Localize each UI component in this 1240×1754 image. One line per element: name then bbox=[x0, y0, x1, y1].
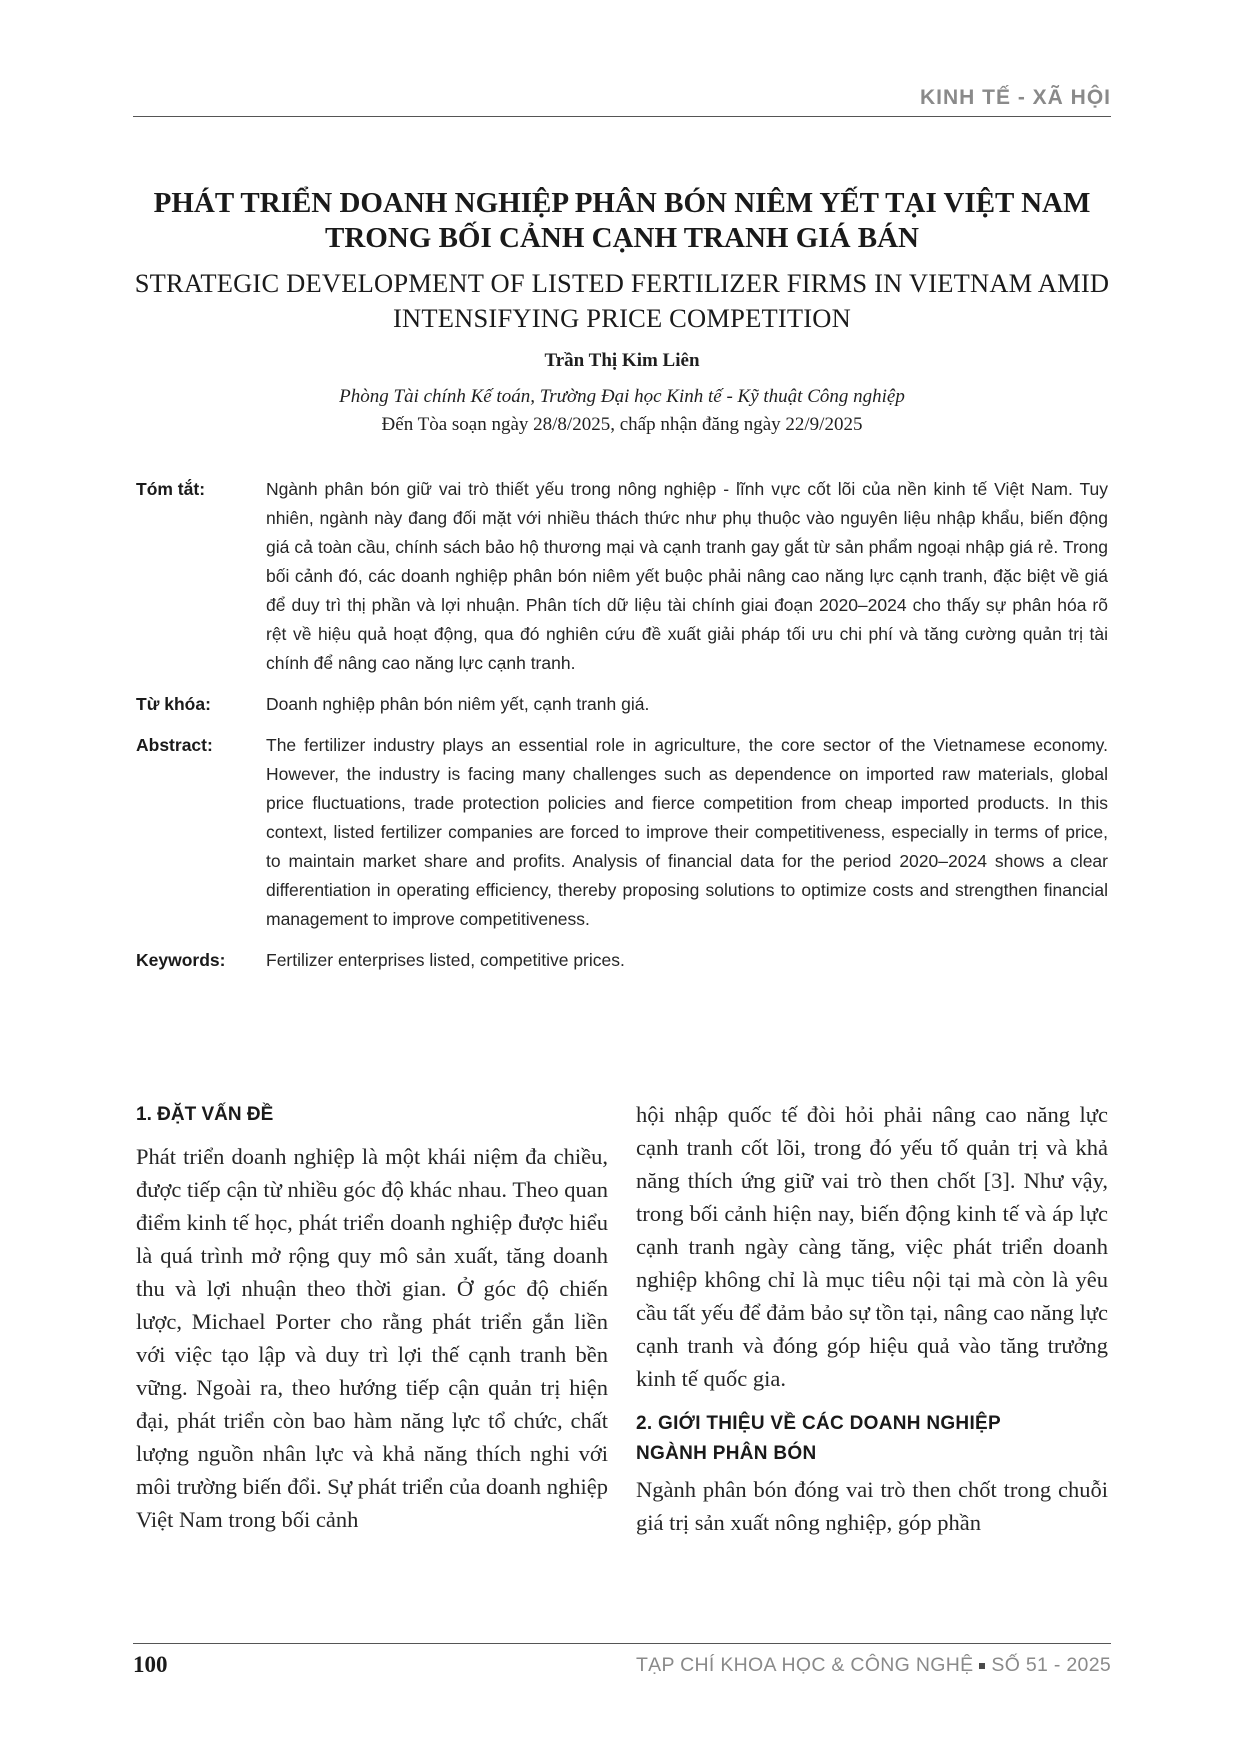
summary-label: Tóm tắt: bbox=[136, 479, 206, 499]
abstract-text: The fertilizer industry plays an essential role in agriculture, the core sector of the Vietnamese economy. However, the industry is facing many challenges such as dependence on imported raw materials, global price fluctuations, trade protection policies and fierce competition from cheap imported products. In this context, listed fertilizer companies are forced to improve their competitiveness, especially in terms of price, to maintain market share and profits. Analysis of financial data for the period 2020–2024 shows a clear differentiation in operating efficiency, thereby proposing solutions to optimize costs and strengthen financial management to improve competitiveness. bbox=[266, 735, 1108, 929]
section2-heading bbox=[636, 1409, 1108, 1469]
section2-heading-line1: 2. GIỚI THIỆU VỀ CÁC DOANH NGHIỆP bbox=[636, 1413, 1001, 1434]
abstract-label: Abstract: bbox=[136, 735, 213, 755]
separator-square-icon bbox=[979, 1663, 985, 1669]
title-en-line2: INTENSIFYING PRICE COMPETITION bbox=[393, 303, 851, 333]
left-column bbox=[136, 1100, 608, 1536]
title-vietnamese bbox=[133, 186, 1111, 256]
title-en-line1: STRATEGIC DEVELOPMENT OF LISTED FERTILIZER FIRMS IN VIETNAM AMID bbox=[134, 268, 1110, 298]
title-vn-line1: PHÁT TRIỂN DOANH NGHIỆP PHÂN BÓN NIÊM YẾT TẠI VIỆT NAM bbox=[153, 187, 1091, 219]
section2-heading-line2: NGÀNH PHÂN BÓN bbox=[636, 1443, 817, 1464]
keywords-en-label: Keywords: bbox=[136, 950, 226, 970]
keywords-vn-text: Doanh nghiệp phân bón niêm yết, cạnh tranh giá. bbox=[266, 694, 650, 714]
author-affiliation: Phòng Tài chính Kế toán, Trường Đại học Kinh tế - Kỹ thuật Công nghiệp bbox=[339, 386, 905, 407]
section1-paragraph-left: Phát triển doanh nghiệp là một khái niệm đa chiều, được tiếp cận từ nhiều góc độ khác nhau. Theo quan điểm kinh tế học, phát triển doanh nghiệp được hiểu là quá trình mở rộng quy mô sản xuất, tăng doanh thu và lợi nhuận theo thời gian. Ở góc độ chiến lược, Michael Porter cho rằng phát triển gắn liền với việc tạo lập và duy trì lợi thế cạnh tranh bền vững. Ngoài ra, theo hướng tiếp cận quản trị hiện đại, phát triển còn bao hàm năng lực tổ chức, chất lượng nguồn nhân lực và khả năng thích nghi với môi trường biến đổi. Sự phát triển của doanh nghiệp Việt Nam trong bối cảnh bbox=[136, 1144, 608, 1532]
running-header bbox=[133, 86, 1111, 117]
section1-heading: 1. ĐẶT VẤN ĐỀ bbox=[136, 1104, 274, 1125]
journal-info bbox=[636, 1654, 1111, 1677]
journal-name: TẠP CHÍ KHOA HỌC & CÔNG NGHỆ bbox=[635, 1654, 974, 1676]
section1-paragraph-right: hội nhập quốc tế đòi hỏi phải nâng cao năng lực cạnh tranh cốt lõi, trong đó yếu tố quản trị và khả năng thích ứng giữ vai trò then chốt [3]. Như vậy, trong bối cảnh hiện nay, biến động kinh tế và áp lực cạnh tranh ngày càng tăng, việc phát triển doanh nghiệp không chỉ là mục tiêu nội tại mà còn là yêu cầu tất yếu để đảm bảo sự tồn tại, nâng cao năng lực cạnh tranh và đóng góp hiệu quả vào tăng trưởng kinh tế quốc gia. bbox=[636, 1102, 1108, 1391]
keywords-vn-label: Từ khóa: bbox=[136, 694, 211, 714]
section2-paragraph: Ngành phân bón đóng vai trò then chốt trong chuỗi giá trị sản xuất nông nghiệp, góp phần bbox=[636, 1477, 1108, 1535]
page-footer bbox=[133, 1643, 1111, 1684]
keywords-en-row bbox=[136, 946, 1108, 975]
keywords-en-text: Fertilizer enterprises listed, competitive prices. bbox=[266, 950, 625, 970]
title-english bbox=[133, 266, 1111, 336]
received-date: Đến Tòa soạn ngày 28/8/2025, chấp nhận đăng ngày 22/9/2025 bbox=[381, 414, 863, 435]
article-meta bbox=[136, 475, 1108, 987]
summary-row bbox=[136, 475, 1108, 678]
right-column bbox=[636, 1098, 1108, 1539]
section-label: KINH TẾ - XÃ HỘI bbox=[919, 86, 1111, 109]
page-number: 100 bbox=[133, 1652, 168, 1677]
body-columns bbox=[136, 1100, 1108, 1600]
abstract-row bbox=[136, 731, 1108, 934]
title-block bbox=[133, 186, 1111, 436]
keywords-vn-row bbox=[136, 690, 1108, 719]
title-vn-line2: TRONG BỐI CẢNH CẠNH TRANH GIÁ BÁN bbox=[324, 222, 920, 254]
journal-issue: SỐ 51 - 2025 bbox=[991, 1654, 1111, 1676]
author-name: Trần Thị Kim Liên bbox=[544, 350, 700, 371]
summary-text: Ngành phân bón giữ vai trò thiết yếu trong nông nghiệp - lĩnh vực cốt lõi của nền kinh tế Việt Nam. Tuy nhiên, ngành này đang đối mặt với nhiều thách thức như phụ thuộc vào nguyên liệu nhập khẩu, biến động giá cả toàn cầu, chính sách bảo hộ thương mại và cạnh tranh gay gắt từ sản phẩm ngoại nhập giá rẻ. Trong bối cảnh đó, các doanh nghiệp phân bón niêm yết buộc phải nâng cao năng lực cạnh tranh, đặc biệt về giá để duy trì thị phần và lợi nhuận. Phân tích dữ liệu tài chính giai đoạn 2020–2024 cho thấy sự phân hóa rõ rệt về hiệu quả hoạt động, qua đó nghiên cứu đề xuất giải pháp tối ưu chi phí và tăng cường quản trị tài chính để nâng cao năng lực cạnh tranh. bbox=[266, 479, 1108, 673]
